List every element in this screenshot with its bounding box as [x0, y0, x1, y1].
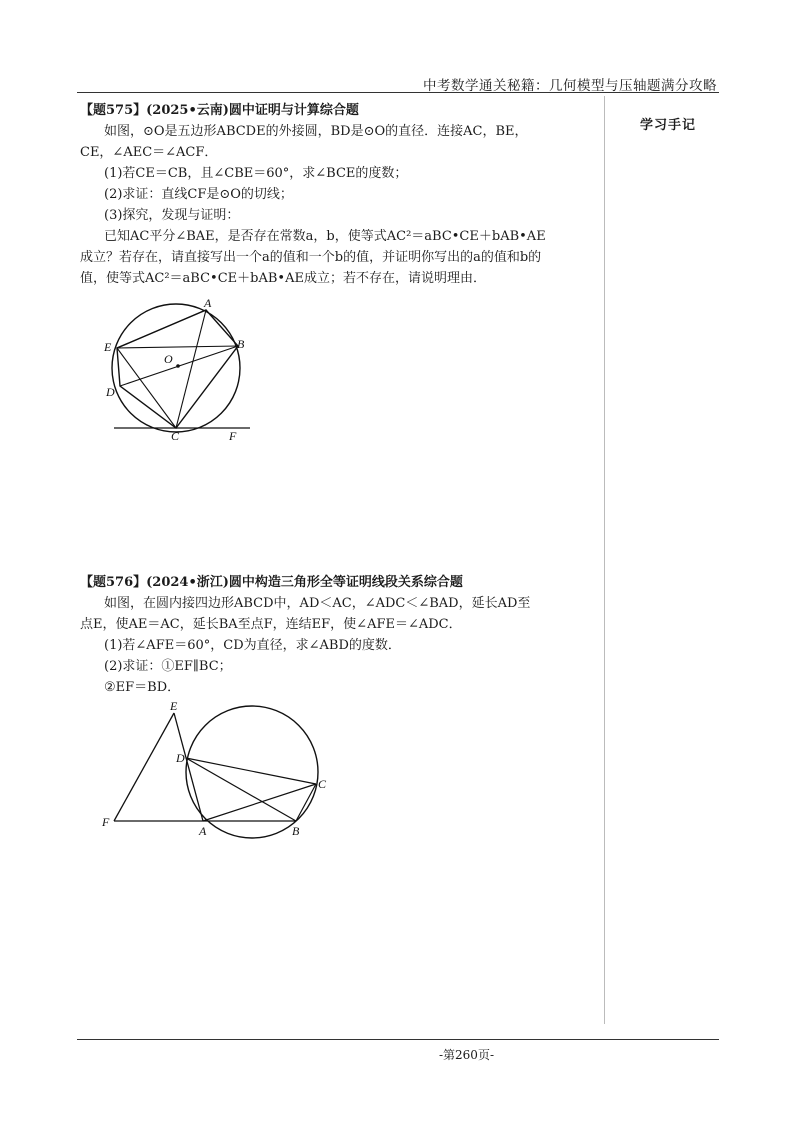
running-header-title: 中考数学通关秘籍：几何模型与压轴题满分攻略 — [423, 78, 717, 94]
figure-575-segment-AE — [117, 310, 206, 348]
figure-575-segment-BE — [117, 346, 238, 348]
figure-576-label-E: E — [170, 700, 178, 713]
figure-576-circle — [186, 706, 318, 838]
figure-576-label-A: A — [199, 824, 207, 838]
figure-576 — [96, 700, 346, 845]
figure-575-pentagon — [117, 310, 238, 428]
header-rule — [77, 92, 719, 93]
problem-575 — [80, 100, 600, 289]
figure-575-label-A: A — [204, 296, 212, 310]
figure-576-label-C: C — [318, 777, 327, 791]
figure-575-label-F: F — [229, 429, 237, 443]
problem-576 — [80, 572, 600, 698]
problem-575-line: 值，使等式AC²＝aBC•CE＋bAB•AE成立；若不存在，请说明理由． — [80, 271, 486, 286]
problem-576-line: 如图，在圆内接四边形ABCD中，AD＜AC，∠ADC＜∠BAD，延长AD至 — [104, 596, 531, 611]
problem-575-part-3: (3)探究，发现与证明： — [104, 208, 240, 223]
notes-column-divider — [604, 96, 605, 1024]
figure-575-label-O: O — [164, 352, 173, 366]
figure-576-label-D: D — [176, 751, 185, 765]
figure-575-center-point — [176, 364, 180, 368]
figure-576-label-F: F — [102, 815, 110, 829]
figure-575-segment-AC — [176, 310, 206, 428]
problem-576-heading: 【题576】(2024•浙江)圆中构造三角形全等证明线段关系综合题 — [80, 575, 463, 590]
notes-column-label: 学习手记 — [640, 118, 697, 133]
problem-575-line: 如图，⊙O是五边形ABCDE的外接圆，BD是⊙O的直径．连接AC，BE， — [104, 124, 528, 139]
problem-576-part-2b: ②EF＝BD． — [104, 680, 181, 695]
problem-575-part-2: (2)求证：直线CF是⊙O的切线； — [104, 187, 293, 202]
figure-576-segment-EA — [174, 713, 203, 821]
figure-575-label-E: E — [104, 340, 112, 354]
problem-576-part-2: (2)求证：①EF∥BC； — [104, 659, 232, 674]
problem-575-line: 成立？若存在，请直接写出一个a的值和一个b的值，并证明你写出的a的值和b的 — [80, 250, 542, 265]
figure-576-label-B: B — [292, 824, 300, 838]
figure-576-segment-DB — [186, 758, 296, 821]
problem-575-line: 已知AC平分∠BAE，是否存在常数a，b，使等式AC²＝aBC•CE＋bAB•AE — [104, 229, 546, 244]
problem-575-part-1: (1)若CE＝CB，且∠CBE＝60°，求∠BCE的度数； — [104, 166, 408, 181]
figure-575-label-D: D — [106, 385, 115, 399]
figure-575 — [100, 296, 260, 446]
footer-rule — [77, 1039, 719, 1040]
figure-576-segment-EF — [114, 713, 174, 821]
problem-576-line: 点E，使AE＝AC，延长BA至点F，连结EF，使∠AFE＝∠ADC． — [80, 617, 462, 632]
figure-575-label-B: B — [237, 337, 245, 351]
figure-576-segment-DC — [186, 758, 316, 784]
figure-575-label-C: C — [171, 429, 180, 443]
page-number: -第260页- — [438, 1048, 494, 1062]
problem-576-part-1: (1)若∠AFE＝60°，CD为直径，求∠ABD的度数． — [104, 638, 401, 653]
problem-575-line: CE，∠AEC＝∠ACF． — [80, 145, 218, 160]
problem-575-heading: 【题575】(2025•云南)圆中证明与计算综合题 — [80, 103, 359, 118]
